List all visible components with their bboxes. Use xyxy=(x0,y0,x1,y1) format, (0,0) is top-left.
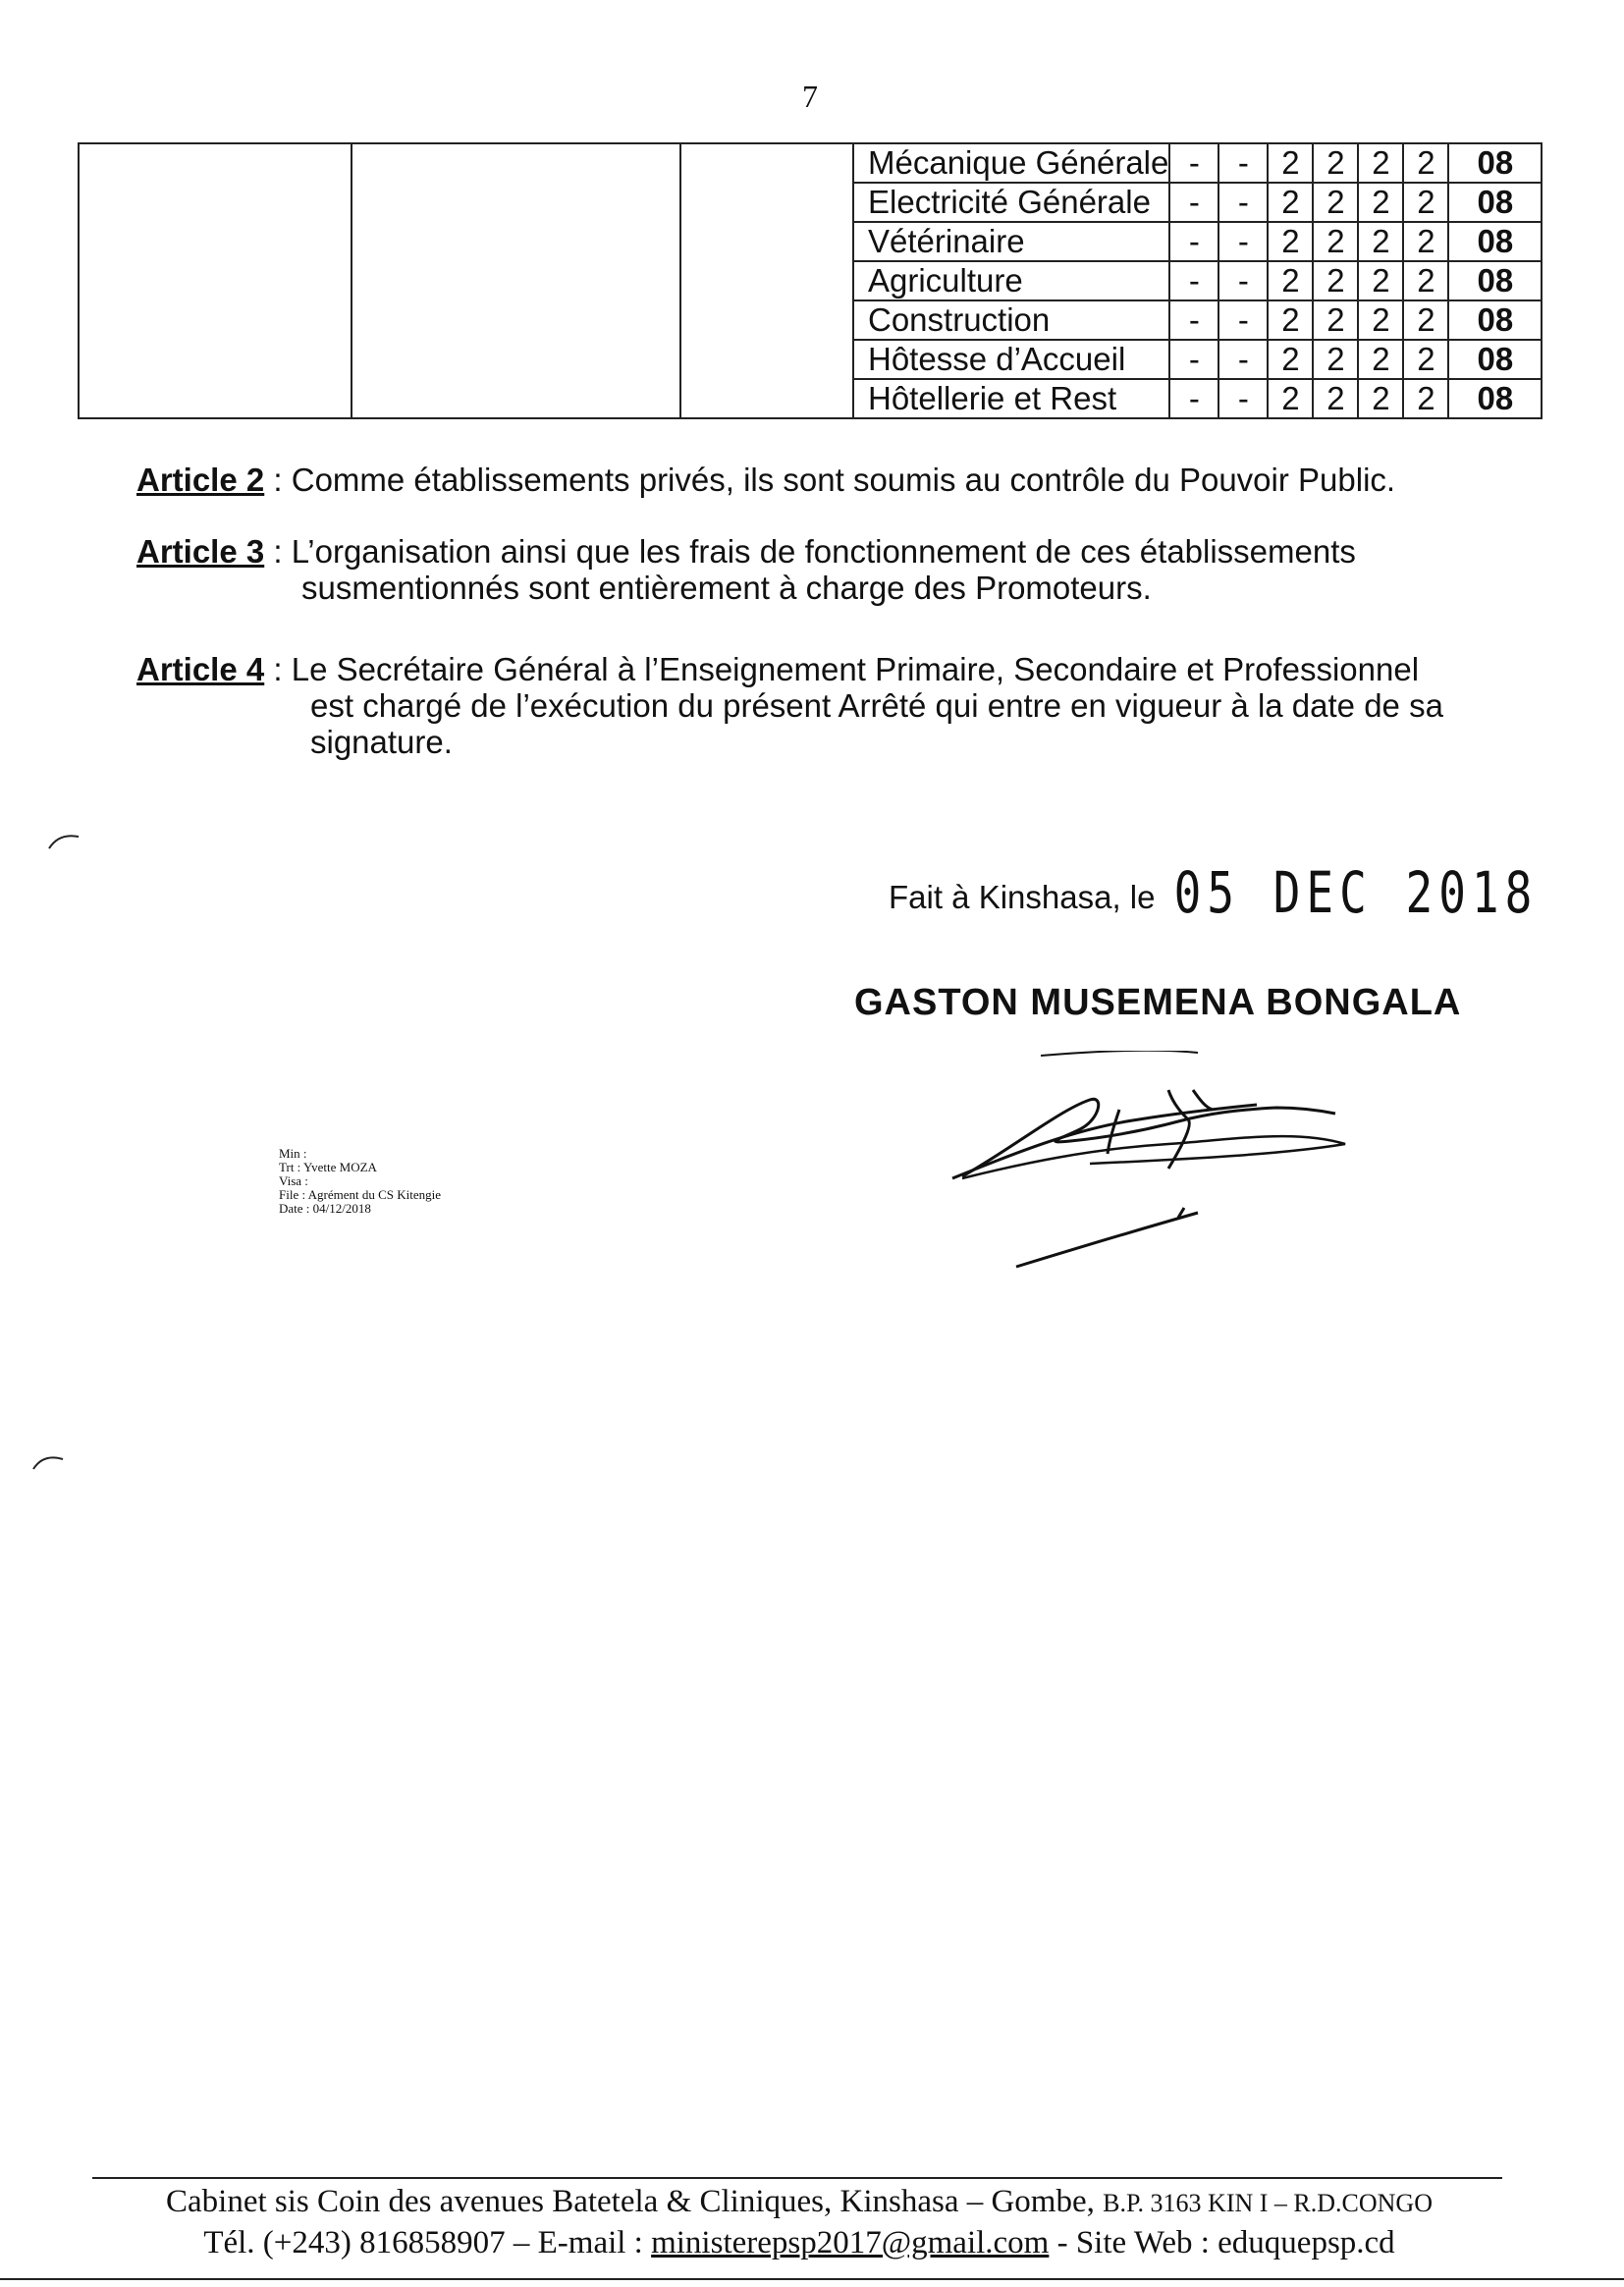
cell-c6: 2 xyxy=(1403,340,1448,379)
cell-c6: 2 xyxy=(1403,300,1448,340)
cell-subject: Agriculture xyxy=(853,261,1169,300)
article-label: Article 4 xyxy=(136,651,265,687)
cell-c2: - xyxy=(1218,183,1268,222)
article-text-continued: susmentionnés sont entièrement à charge des Promoteurs. xyxy=(301,570,1152,606)
article-2 xyxy=(136,462,1395,498)
article-4 xyxy=(136,651,1443,760)
cell-subject: Construction xyxy=(853,300,1169,340)
cell-c6: 2 xyxy=(1403,379,1448,418)
table-row xyxy=(79,143,1542,183)
footer-bottom-rule xyxy=(0,2278,1624,2280)
cell-c1: - xyxy=(1169,143,1218,183)
article-separator: : xyxy=(264,462,292,498)
cell-total: 08 xyxy=(1448,222,1542,261)
cell-c5: 2 xyxy=(1358,143,1403,183)
cell-c6: 2 xyxy=(1403,143,1448,183)
handwritten-signature xyxy=(943,1051,1355,1286)
cell-c4: 2 xyxy=(1313,340,1358,379)
cell-c4: 2 xyxy=(1313,261,1358,300)
cell-total: 08 xyxy=(1448,300,1542,340)
cell-c3: 2 xyxy=(1268,222,1313,261)
footer-contact-line xyxy=(92,2223,1506,2262)
blank-col-3 xyxy=(680,143,853,418)
footer-address-line xyxy=(92,2182,1506,2223)
options-table xyxy=(78,142,1543,419)
cell-subject: Mécanique Générale xyxy=(853,143,1169,183)
cell-c1: - xyxy=(1169,300,1218,340)
cell-c1: - xyxy=(1169,340,1218,379)
article-text-continued: est chargé de l’exécution du présent Arrêté qui entre en vigueur à la date de sa xyxy=(310,687,1443,724)
place-text: Fait à Kinshasa, le xyxy=(889,879,1156,915)
cell-c6: 2 xyxy=(1403,222,1448,261)
cell-c5: 2 xyxy=(1358,222,1403,261)
cell-subject: Hôtellerie et Rest xyxy=(853,379,1169,418)
cell-c6: 2 xyxy=(1403,261,1448,300)
blank-col-1 xyxy=(79,143,352,418)
cell-c1: - xyxy=(1169,183,1218,222)
routing-min: Min : xyxy=(279,1146,307,1161)
article-text: Le Secrétaire Général à l’Enseignement Primaire, Secondaire et Professionnel xyxy=(291,651,1420,687)
blank-col-2 xyxy=(352,143,680,418)
footer-top-rule xyxy=(92,2177,1502,2179)
footer-tel: Tél. (+243) 816858907 – E-mail : xyxy=(203,2225,652,2260)
cell-c2: - xyxy=(1218,379,1268,418)
routing-notes xyxy=(279,1147,441,1216)
cell-c1: - xyxy=(1169,222,1218,261)
cell-c2: - xyxy=(1218,300,1268,340)
cell-subject: Electricité Générale xyxy=(853,183,1169,222)
cell-c4: 2 xyxy=(1313,143,1358,183)
article-text: L’organisation ainsi que les frais de fonctionnement de ces établissements xyxy=(291,533,1356,570)
cell-c1: - xyxy=(1169,379,1218,418)
cell-c3: 2 xyxy=(1268,300,1313,340)
signer-name: GASTON MUSEMENA BONGALA xyxy=(854,982,1462,1023)
article-separator: : xyxy=(264,533,292,570)
cell-c3: 2 xyxy=(1268,261,1313,300)
article-separator: : xyxy=(264,651,292,687)
footer-address: Cabinet sis Coin des avenues Batetela & Cliniques, Kinshasa – Gombe, xyxy=(166,2184,1104,2219)
routing-file: File : Agrément du CS Kitengie xyxy=(279,1187,442,1202)
article-text-continued: signature. xyxy=(310,724,453,760)
cell-c5: 2 xyxy=(1358,300,1403,340)
cell-c6: 2 xyxy=(1403,183,1448,222)
footer-po-box: B.P. 3163 KIN I – R.D.CONGO xyxy=(1103,2189,1433,2217)
article-label: Article 3 xyxy=(136,533,265,570)
cell-c2: - xyxy=(1218,340,1268,379)
cell-c4: 2 xyxy=(1313,300,1358,340)
routing-trt: Trt : Yvette MOZA xyxy=(279,1160,377,1174)
article-label: Article 2 xyxy=(136,462,265,498)
cell-total: 08 xyxy=(1448,340,1542,379)
cell-c2: - xyxy=(1218,261,1268,300)
cell-c4: 2 xyxy=(1313,379,1358,418)
cell-c1: - xyxy=(1169,261,1218,300)
cell-c2: - xyxy=(1218,143,1268,183)
cell-total: 08 xyxy=(1448,183,1542,222)
routing-date: Date : 04/12/2018 xyxy=(279,1201,371,1216)
cell-total: 08 xyxy=(1448,261,1542,300)
cell-c4: 2 xyxy=(1313,222,1358,261)
routing-visa: Visa : xyxy=(279,1173,308,1188)
cell-c5: 2 xyxy=(1358,379,1403,418)
place-date-line xyxy=(889,859,1539,926)
footer-email-link[interactable]: ministerepsp2017@gmail.com xyxy=(651,2225,1050,2260)
cell-c3: 2 xyxy=(1268,183,1313,222)
article-3 xyxy=(136,533,1356,606)
cell-c5: 2 xyxy=(1358,340,1403,379)
cell-subject: Hôtesse d’Accueil xyxy=(853,340,1169,379)
cell-subject: Vétérinaire xyxy=(853,222,1169,261)
margin-mark xyxy=(29,1445,69,1475)
date-stamp: 05 DEC 2018 xyxy=(1173,859,1539,926)
cell-c3: 2 xyxy=(1268,379,1313,418)
cell-c4: 2 xyxy=(1313,183,1358,222)
cell-total: 08 xyxy=(1448,379,1542,418)
footer-site: - Site Web : eduquepsp.cd xyxy=(1049,2225,1395,2260)
cell-c3: 2 xyxy=(1268,340,1313,379)
margin-mark xyxy=(47,825,86,854)
cell-c5: 2 xyxy=(1358,183,1403,222)
cell-c3: 2 xyxy=(1268,143,1313,183)
cell-c5: 2 xyxy=(1358,261,1403,300)
article-text: Comme établissements privés, ils sont soumis au contrôle du Pouvoir Public. xyxy=(291,462,1396,498)
footer xyxy=(92,2182,1506,2262)
cell-c2: - xyxy=(1218,222,1268,261)
page-number: 7 xyxy=(802,79,818,114)
cell-total: 08 xyxy=(1448,143,1542,183)
